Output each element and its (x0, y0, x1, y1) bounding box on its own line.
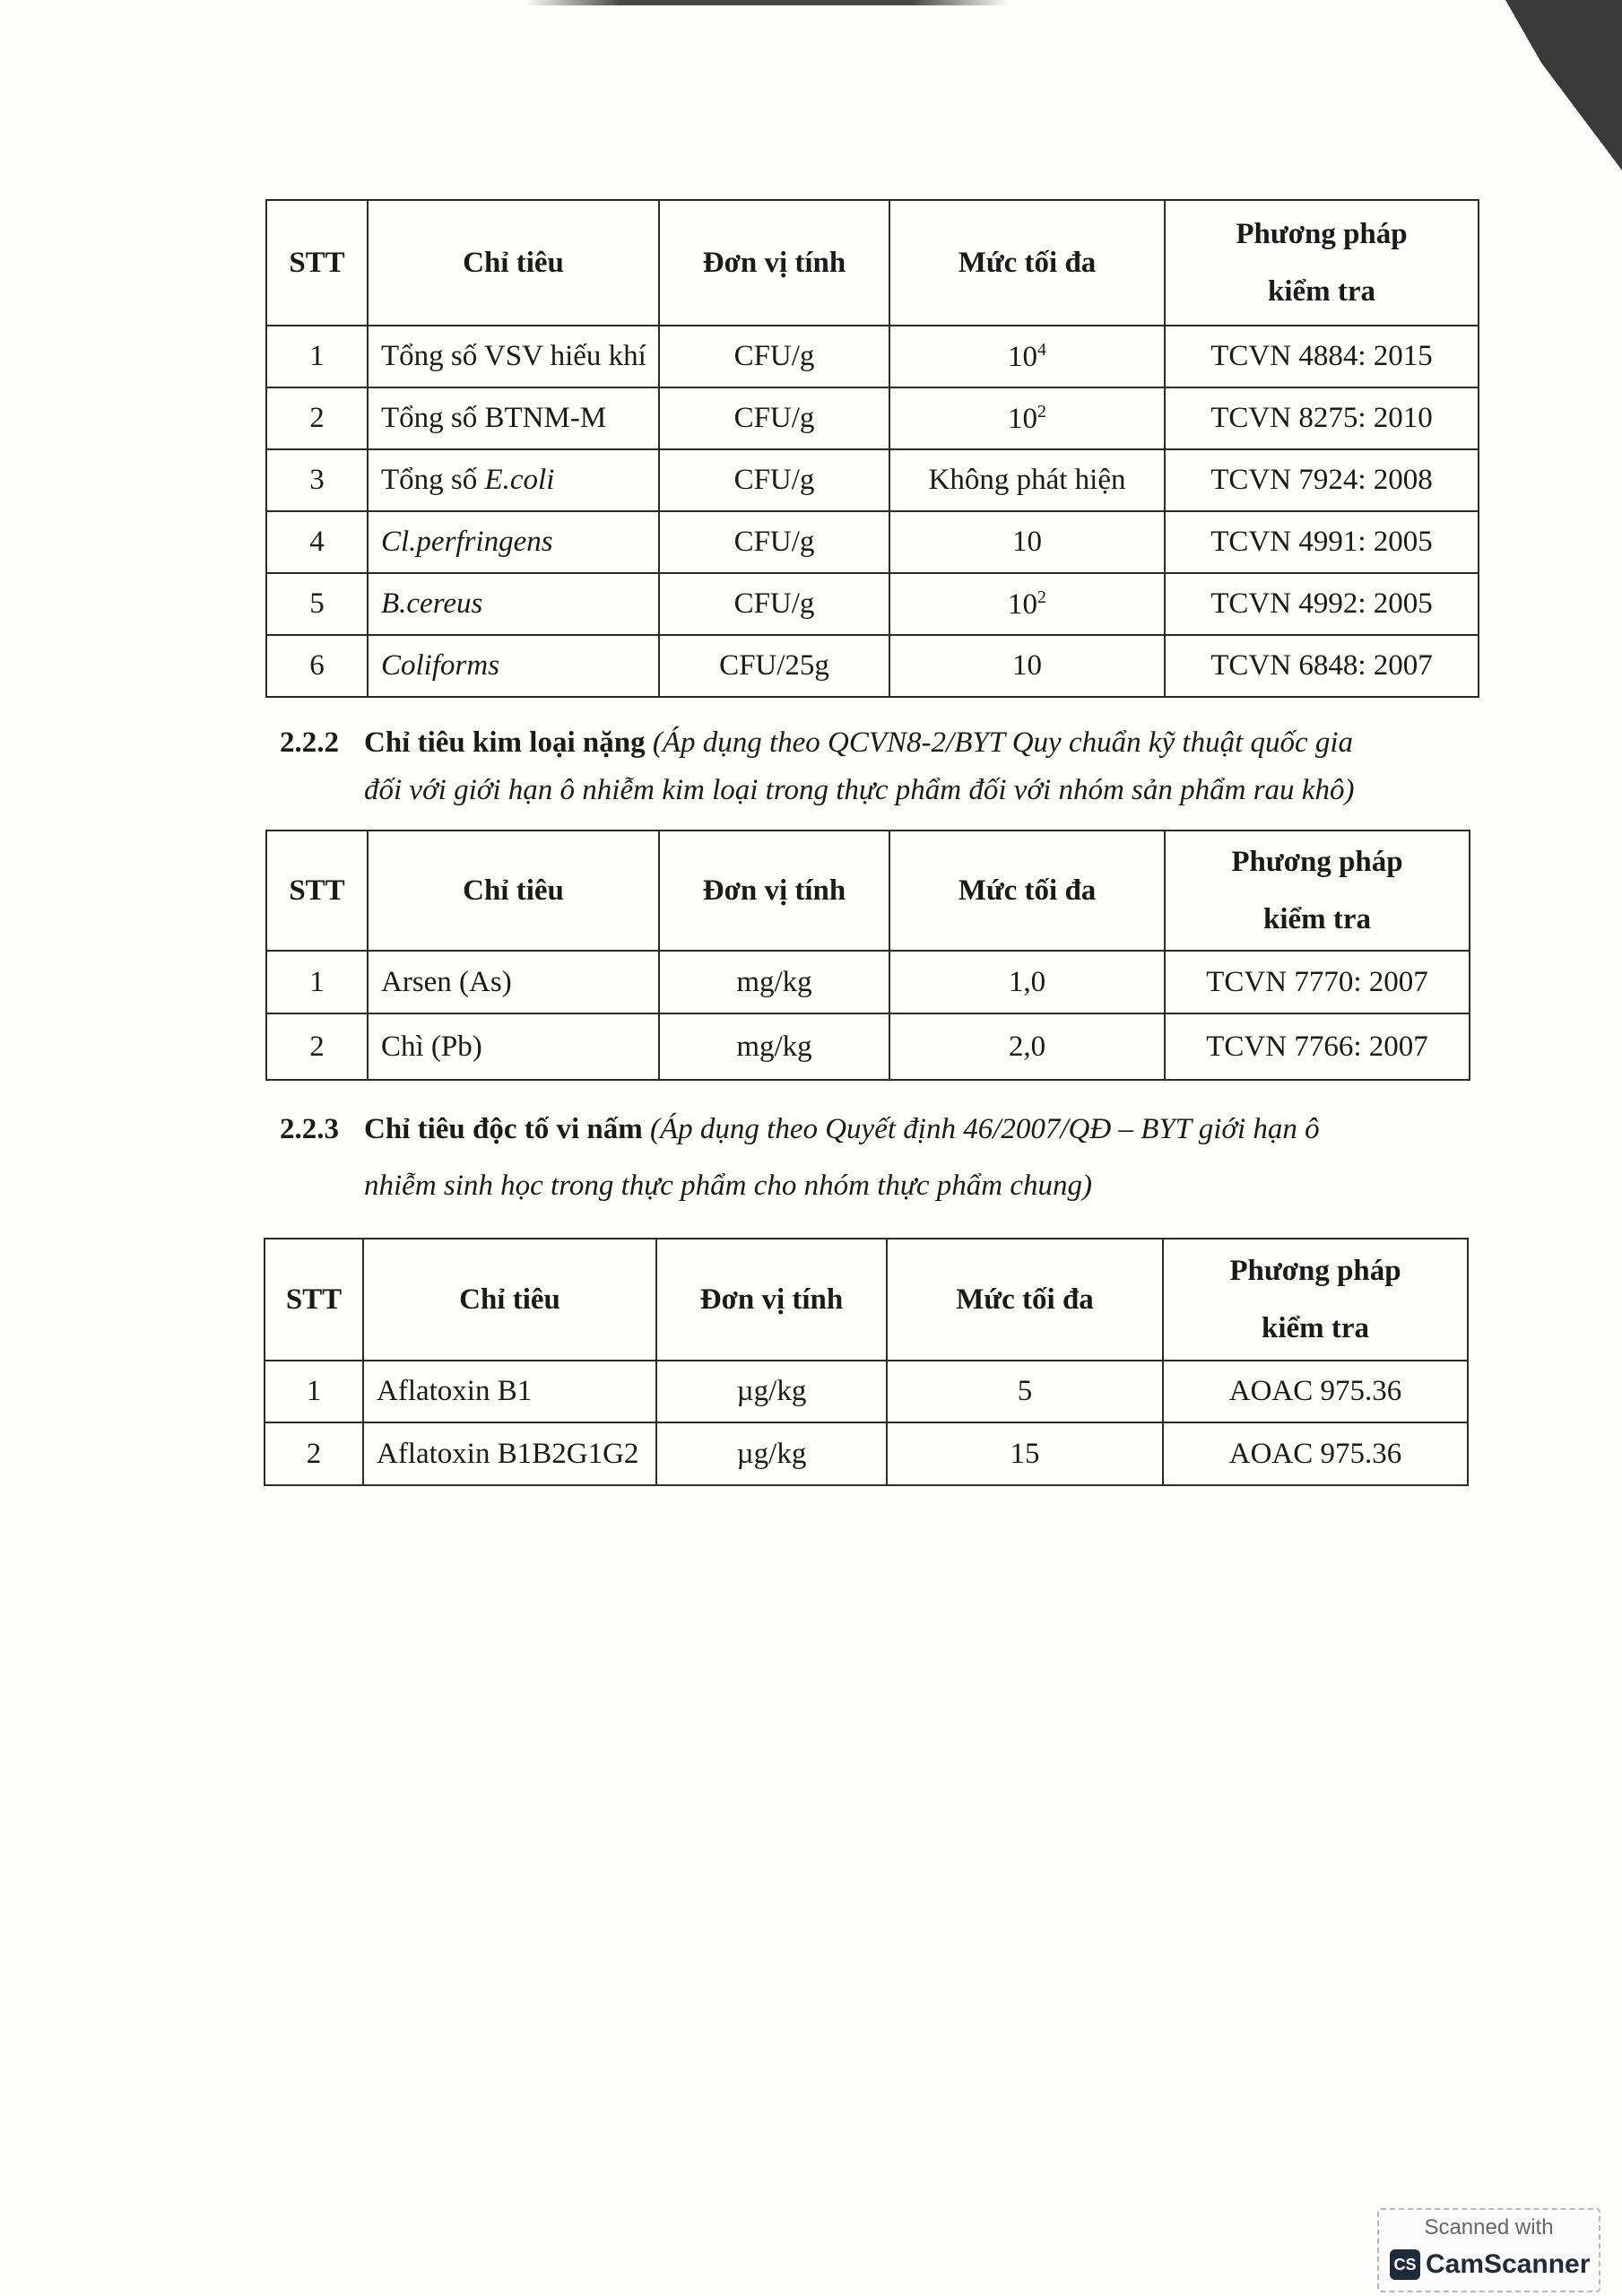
header-muc-toi-da: Mức tối đa (887, 1239, 1163, 1361)
cell-name: Tổng số BTNM-M (368, 387, 659, 449)
section-number: 2.2.3 (280, 1113, 339, 1145)
scan-edge-shadow (525, 0, 1009, 5)
cell-stt: 3 (266, 449, 368, 511)
cell-unit: CFU/g (659, 573, 889, 635)
cell-name: Coliforms (368, 635, 659, 697)
cell-stt: 4 (266, 511, 368, 573)
section-note-line2: đối với giới hạn ô nhiễm kim loại trong thực phẩm đối với nhóm sản phẩm rau khô) (364, 773, 1355, 806)
cell-stt: 6 (266, 635, 368, 697)
cell-unit: CFU/g (659, 387, 889, 449)
section-heading-mycotoxins (280, 1101, 1472, 1213)
cell-max: $10^2$ (889, 387, 1165, 449)
cell-stt: 1 (266, 326, 368, 387)
cell-name: Tổng số VSV hiếu khí (368, 326, 659, 387)
header-muc-toi-da: Mức tối đa (889, 831, 1165, 951)
cell-name: Cl.perfringens (368, 511, 659, 573)
cell-name: Arsen (As) (368, 951, 659, 1013)
cell-stt: 1 (265, 1361, 363, 1422)
header-phuong-phap: Phương pháp kiểm tra (1165, 831, 1470, 951)
table-row (266, 511, 1479, 573)
cell-stt: 5 (266, 573, 368, 635)
cell-max: 5 (887, 1361, 1163, 1422)
table-row (266, 326, 1479, 387)
cell-unit: CFU/25g (659, 635, 889, 697)
header-don-vi: Đơn vị tính (659, 200, 889, 326)
cell-method: TCVN 6848: 2007 (1165, 635, 1479, 697)
header-stt: STT (266, 831, 368, 951)
header-muc-toi-da: Mức tối đa (889, 200, 1165, 326)
cell-method: TCVN 4884: 2015 (1165, 326, 1479, 387)
header-phuong-phap: Phương pháp kiểm tra (1165, 200, 1479, 326)
cell-method: TCVN 4992: 2005 (1165, 573, 1479, 635)
cell-method: TCVN 7770: 2007 (1165, 951, 1470, 1013)
section-note: (Áp dụng theo QCVN8-2/BYT Quy chuẩn kỹ thuật quốc gia (652, 726, 1354, 759)
cell-max: 2,0 (889, 1013, 1165, 1080)
section-title: Chỉ tiêu kim loại nặng (364, 726, 646, 759)
section-title: Chỉ tiêu độc tố vi nấm (364, 1113, 643, 1145)
table-row (266, 635, 1479, 697)
cell-stt: 2 (266, 1013, 368, 1080)
camscanner-watermark (1377, 2208, 1600, 2292)
cell-unit: mg/kg (659, 1013, 889, 1080)
cell-unit: mg/kg (659, 951, 889, 1013)
cell-name: Chì (Pb) (368, 1013, 659, 1080)
table-row (266, 951, 1470, 1013)
table-header-row (266, 831, 1470, 951)
table-row (265, 1422, 1468, 1485)
section-note-line2: nhiễm sinh học trong thực phẩm cho nhóm thực phẩm chung) (364, 1169, 1092, 1202)
header-don-vi: Đơn vị tính (659, 831, 889, 951)
table-header-row (266, 200, 1479, 326)
cell-max: $10^4$ (889, 326, 1165, 387)
table-header-row (265, 1239, 1468, 1361)
cell-name: Aflatoxin B1 (363, 1361, 656, 1422)
cell-method: TCVN 8275: 2010 (1165, 387, 1479, 449)
cell-max: 10 (889, 635, 1165, 697)
cell-method: TCVN 7924: 2008 (1165, 449, 1479, 511)
scanned-with-label: Scanned with (1424, 2215, 1554, 2239)
heavy-metals-table (265, 830, 1470, 1081)
table-row (266, 449, 1479, 511)
section-heading-heavy-metals (280, 719, 1472, 814)
cell-method: AOAC 975.36 (1163, 1361, 1468, 1422)
mycotoxins-table (264, 1238, 1469, 1486)
camscanner-logo-icon: CS (1390, 2249, 1420, 2280)
cell-method: AOAC 975.36 (1163, 1422, 1468, 1485)
header-phuong-phap: Phương pháp kiểm tra (1163, 1239, 1468, 1361)
section-note: (Áp dụng theo Quyết định 46/2007/QĐ – BYT giới hạn ô (650, 1113, 1320, 1145)
cell-unit: µg/kg (656, 1422, 887, 1485)
header-chi-tieu: Chỉ tiêu (368, 200, 659, 326)
cell-name: B.cereus (368, 573, 659, 635)
cell-name: Tổng số E.coli (368, 449, 659, 511)
scan-corner-shadow (1505, 0, 1622, 170)
cell-method: TCVN 4991: 2005 (1165, 511, 1479, 573)
header-stt: STT (266, 200, 368, 326)
camscanner-brand (1390, 2249, 1590, 2280)
cell-max: 10 (889, 511, 1165, 573)
cell-max: 1,0 (889, 951, 1165, 1013)
cell-max: 15 (887, 1422, 1163, 1485)
cell-max: $10^2$ (889, 573, 1165, 635)
cell-stt: 2 (266, 387, 368, 449)
section-number: 2.2.2 (280, 726, 339, 759)
header-chi-tieu: Chỉ tiêu (363, 1239, 656, 1361)
table-row (266, 1013, 1470, 1080)
cell-method: TCVN 7766: 2007 (1165, 1013, 1470, 1080)
cell-max: Không phát hiện (889, 449, 1165, 511)
cell-stt: 1 (266, 951, 368, 1013)
camscanner-brand-name: CamScanner (1426, 2249, 1591, 2279)
microbiology-table (265, 199, 1479, 698)
header-stt: STT (265, 1239, 363, 1361)
table-row (266, 573, 1479, 635)
cell-name: Aflatoxin B1B2G1G2 (363, 1422, 656, 1485)
table-row (265, 1361, 1468, 1422)
cell-unit: CFU/g (659, 449, 889, 511)
cell-unit: CFU/g (659, 511, 889, 573)
header-don-vi: Đơn vị tính (656, 1239, 887, 1361)
table-row (266, 387, 1479, 449)
cell-unit: µg/kg (656, 1361, 887, 1422)
cell-stt: 2 (265, 1422, 363, 1485)
cell-unit: CFU/g (659, 326, 889, 387)
header-chi-tieu: Chỉ tiêu (368, 831, 659, 951)
